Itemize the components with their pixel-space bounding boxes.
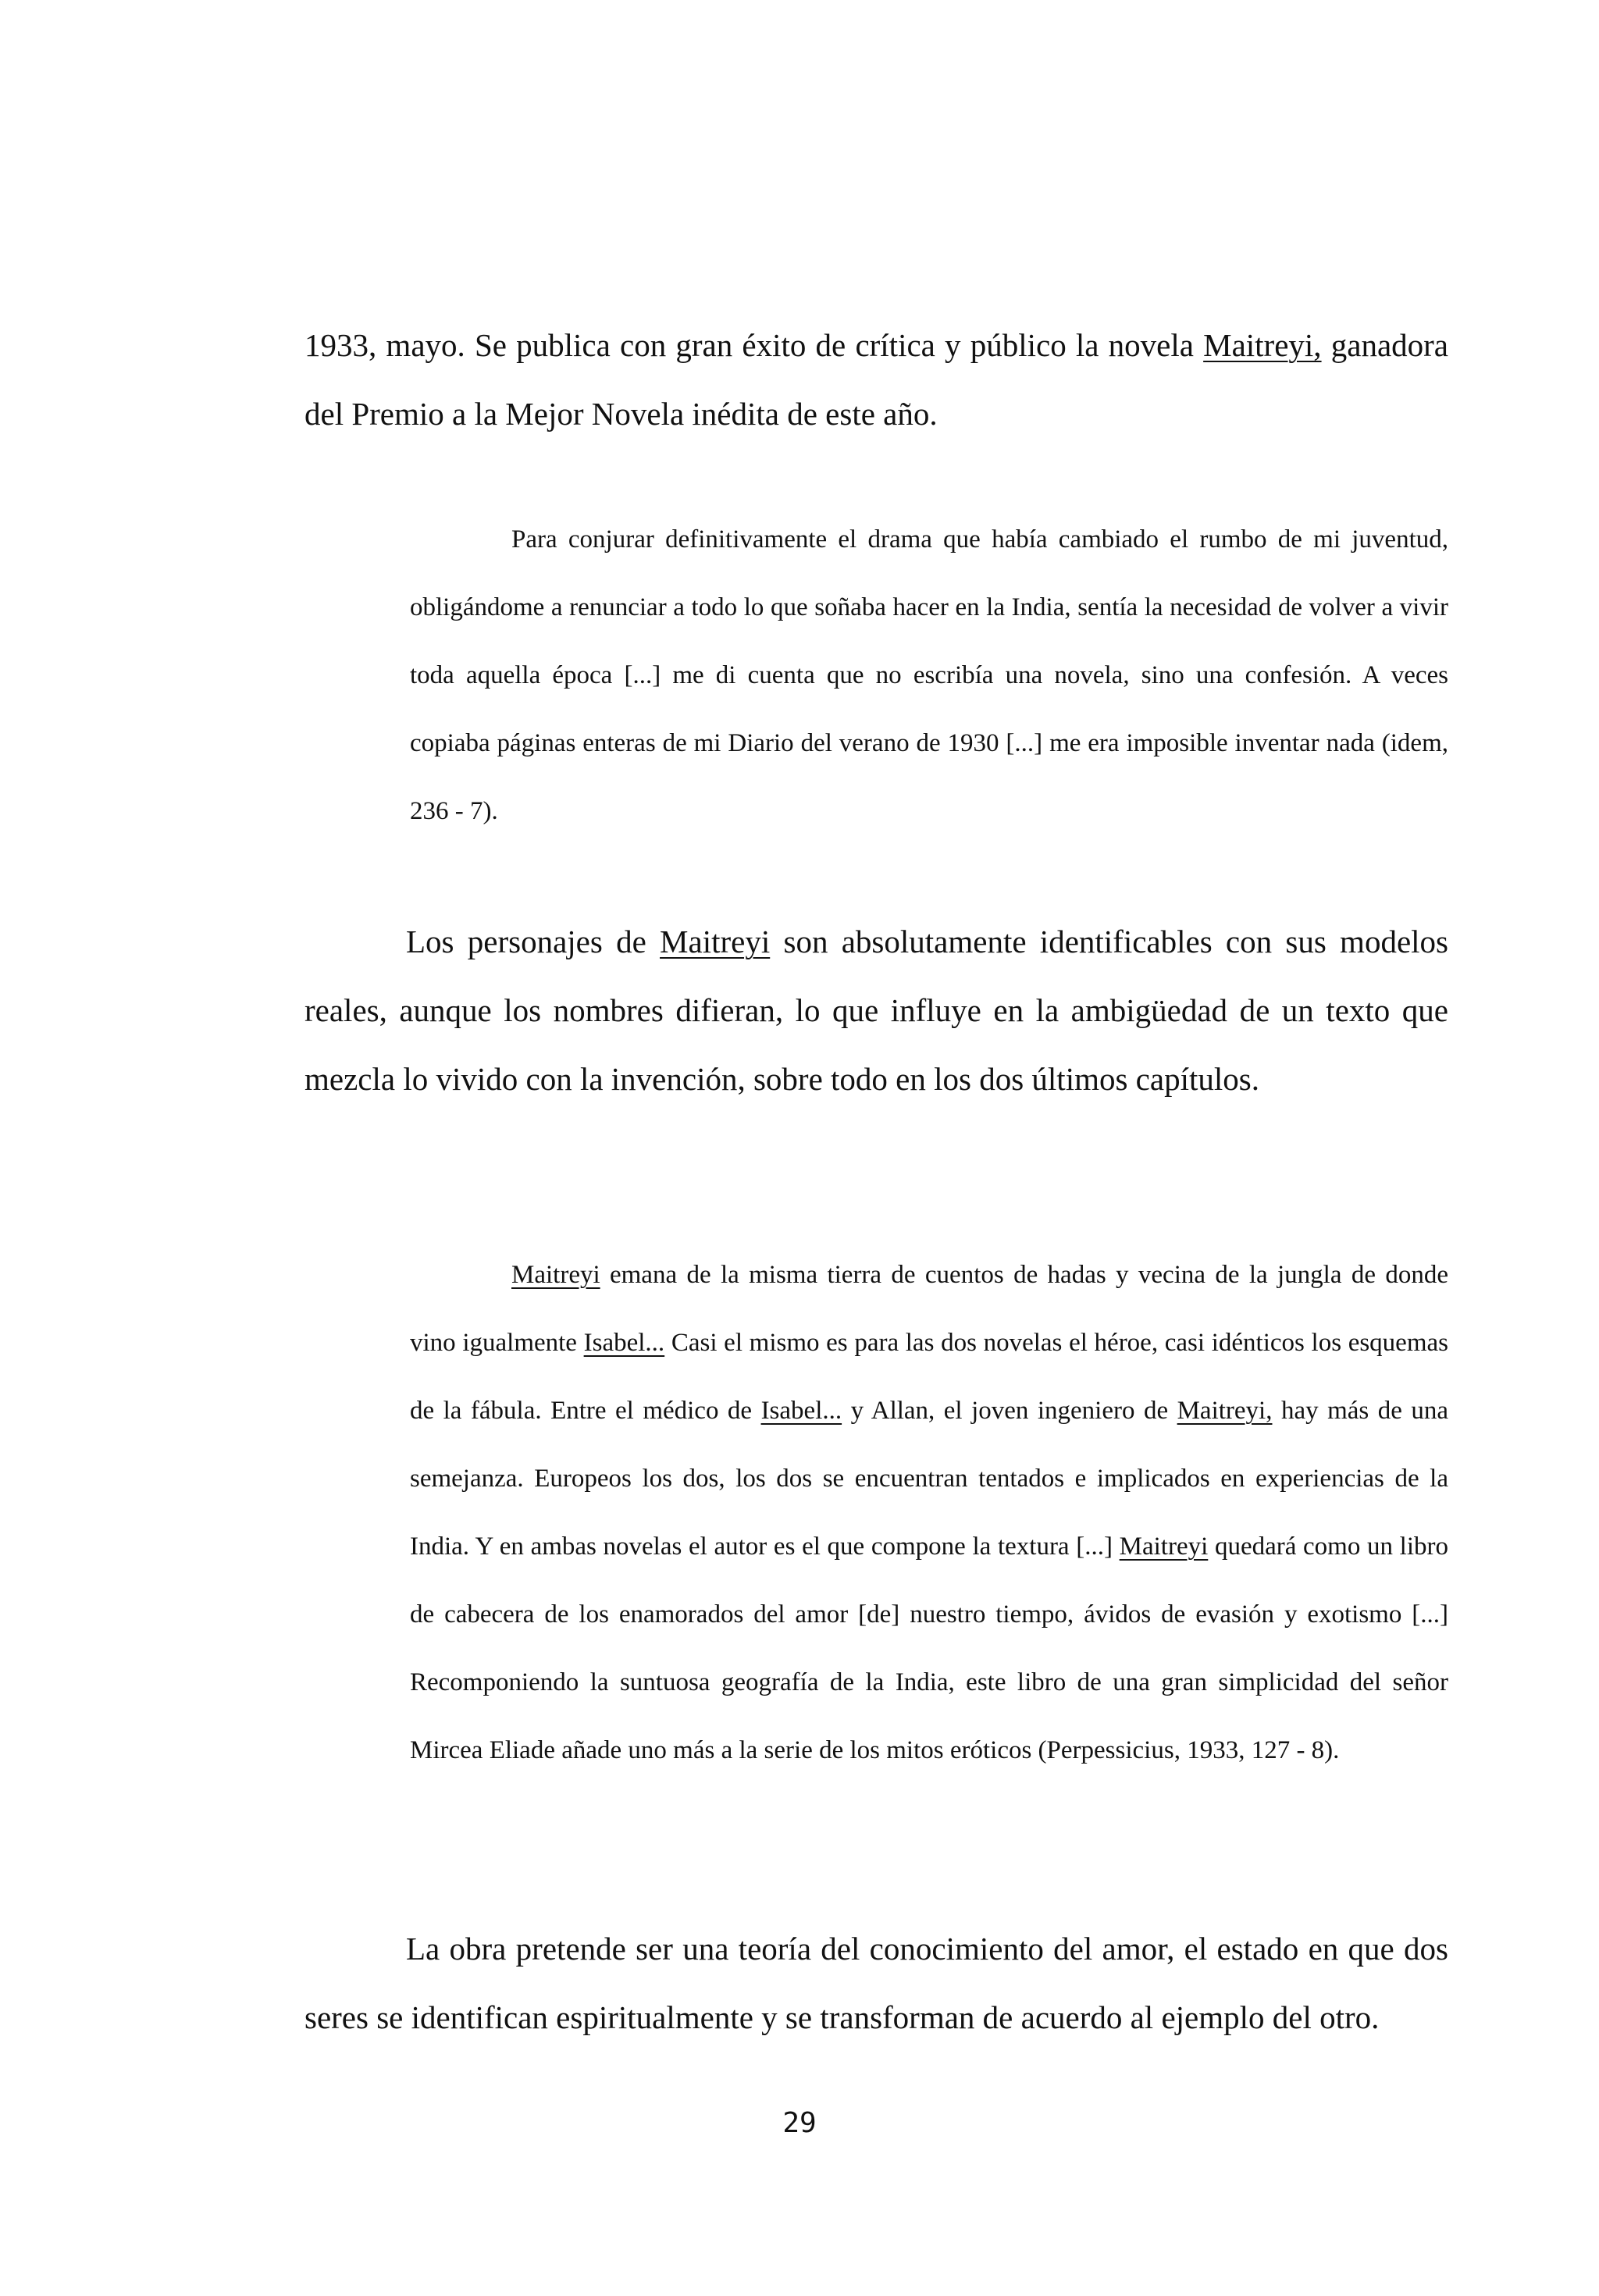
quote-text: emana de la misma tierra de cuentos de hadas y vecina de la jungla de donde vino igualmente — [410, 1261, 1448, 1357]
paragraph-text: La obra pretende ser una teoría del conocimiento del amor, el estado en que dos seres se identifican espiritualmente y se transforman de acuerdo al ejemplo del otro. — [304, 1931, 1448, 2035]
quote-text: Para conjurar definitivamente el drama que había cambiado el rumbo de mi juventud, obligándome a renunciar a todo lo que soñaba hacer en la India, sentía la necesidad de volver a vivir toda aquella época [...] me di cuenta que no escribía una novela, sino una confesión. A veces copiaba páginas enteras de mi Diario del verano de 1930 [...] me era imposible inventar nada (idem, 236 - 7). — [410, 525, 1448, 825]
book-title-maitreyi: Maitreyi — [511, 1261, 600, 1289]
quote-text: hay más de una semejanza. Europeos los dos, los dos se encuentran tentados e implicados en experiencias de la India. Y en ambas novelas el autor es el que compone la textura [...] — [410, 1397, 1448, 1561]
paragraph-text: Los personajes de — [406, 924, 661, 959]
quote-text: quedará como un libro de cabecera de los enamorados del amor [de] nuestro tiempo, ávidos de evasión y exotismo [...] Recomponiendo la suntuosa geografía de la India, este libro de una gran simplicidad del señor Mircea Eliade añade uno más a la serie de los mitos eróticos (Perpessicius, 1933, 127 - 8). — [410, 1532, 1448, 1764]
book-title-isabel: Isabel... — [583, 1329, 665, 1357]
paragraph-text: ganadora del Premio a la Mejor Novela inédita de este año. — [304, 327, 1448, 432]
paragraph-theory-of-love — [304, 1914, 1448, 2052]
quote-text: Casi el mismo es para las dos novelas el héroe, casi idénticos los esquemas de la fábula. Entre el médico de — [410, 1329, 1448, 1425]
paragraph-text: 1933, mayo. Se publica con gran éxito de crítica y público la novela — [304, 327, 1204, 363]
book-title-maitreyi: Maitreyi, — [1203, 327, 1322, 363]
book-title-maitreyi: Maitreyi — [1119, 1532, 1209, 1561]
block-quote-perpessicius — [410, 1241, 1448, 1785]
paragraph-text: son absolutamente identificables con sus modelos reales, aunque los nombres difieran, lo que influye en la ambigüedad de un texto que mezcla lo vivido con la invención, sobre todo en los dos últimos capítulos. — [304, 924, 1448, 1097]
book-title-isabel: Isabel... — [760, 1397, 842, 1425]
page-number: 29 — [782, 2107, 817, 2139]
book-title-maitreyi: Maitreyi, — [1177, 1397, 1273, 1425]
paragraph-1933-publication — [304, 311, 1448, 448]
block-quote-confession — [410, 506, 1448, 845]
book-title-maitreyi: Maitreyi — [660, 924, 771, 959]
quote-text: y Allan, el joven ingeniero de — [842, 1397, 1177, 1425]
paragraph-characters — [304, 907, 1448, 1113]
